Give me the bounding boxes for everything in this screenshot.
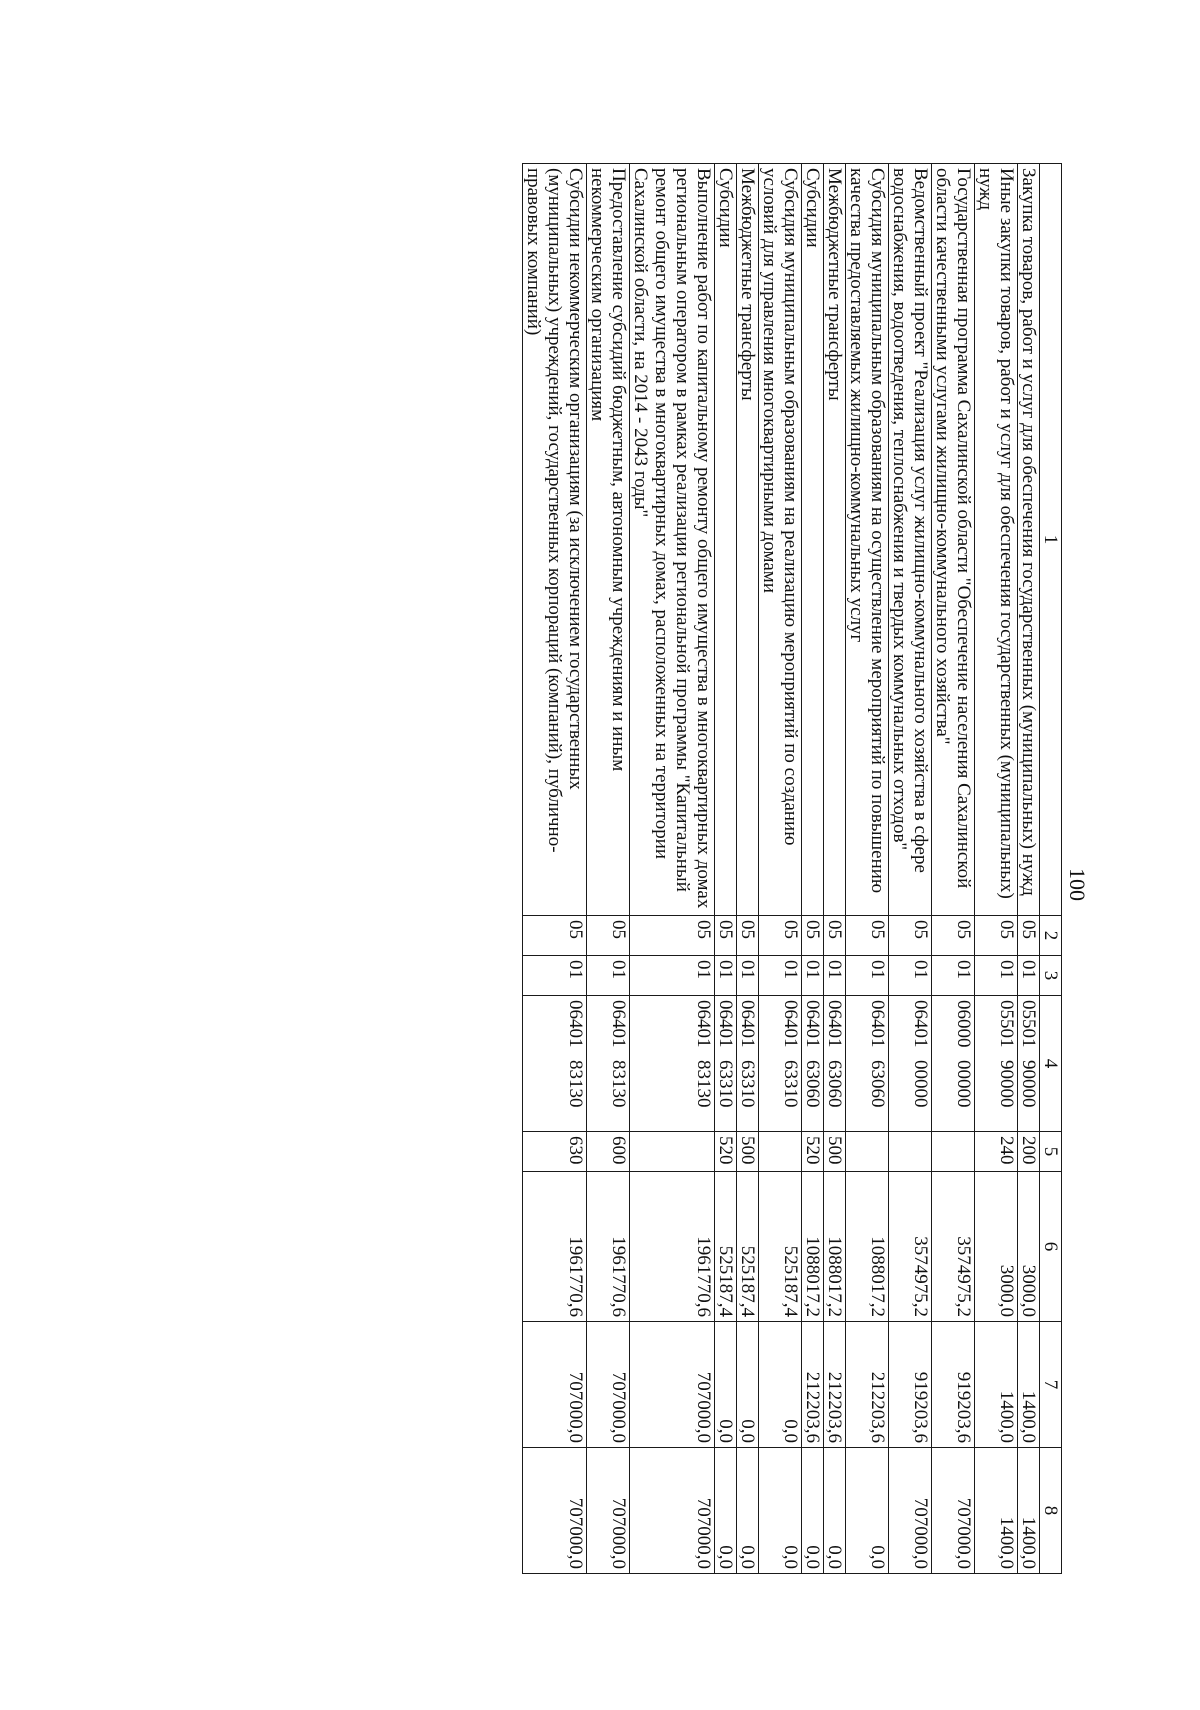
table-row — [846, 164, 889, 1574]
column-header: 6 — [1040, 1172, 1062, 1322]
section-code: 05 — [846, 916, 889, 956]
target-article-code — [630, 996, 715, 1132]
amount-column-7: 919203,6 — [932, 1322, 975, 1448]
target-article-code — [975, 996, 1018, 1132]
amount-column-6: 3000,0 — [975, 1172, 1018, 1322]
row-name: Субсидии — [715, 164, 737, 916]
target-code-program: 06401 — [824, 1000, 845, 1048]
amount-column-8: 707000,0 — [932, 1448, 975, 1574]
target-code-direction: 63310 — [737, 1060, 758, 1108]
amount-column-6: 3574975,2 — [889, 1172, 932, 1322]
amount-column-8: 0,0 — [824, 1448, 846, 1574]
amount-column-7: 212203,6 — [802, 1322, 824, 1448]
amount-column-8: 0,0 — [802, 1448, 824, 1574]
target-code-direction: 83130 — [608, 1060, 629, 1108]
target-code-program: 06401 — [715, 1000, 736, 1048]
target-code-direction: 00000 — [953, 1060, 974, 1108]
row-name: Межбюджетные трансферты — [824, 164, 846, 916]
subsection-code: 01 — [846, 956, 889, 996]
subsection-code: 01 — [932, 956, 975, 996]
section-code: 05 — [737, 916, 759, 956]
subsection-code: 01 — [759, 956, 802, 996]
expense-type-code: 500 — [737, 1132, 759, 1172]
target-code-program: 06401 — [910, 1000, 931, 1048]
table-row — [975, 164, 1018, 1574]
amount-column-6: 525187,4 — [737, 1172, 759, 1322]
section-code: 05 — [759, 916, 802, 956]
section-code: 05 — [715, 916, 737, 956]
row-name: Государственная программа Сахалинской области "Обеспечение населения Сахалинской области качественными услугами жилищно-коммунального хозяйства" — [932, 164, 975, 916]
target-code-direction: 00000 — [910, 1060, 931, 1108]
amount-column-6: 3000,0 — [1018, 1172, 1040, 1322]
amount-column-7: 0,0 — [759, 1322, 802, 1448]
page-number: 100 — [1065, 868, 1090, 901]
amount-column-7: 1400,0 — [975, 1322, 1018, 1448]
target-code-direction: 83130 — [565, 1060, 586, 1108]
target-article-code — [1018, 996, 1040, 1132]
section-code: 05 — [932, 916, 975, 956]
table-row — [824, 164, 846, 1574]
amount-column-7: 707000,0 — [587, 1322, 630, 1448]
subsection-code: 01 — [715, 956, 737, 996]
amount-column-6: 1088017,2 — [846, 1172, 889, 1322]
section-code: 05 — [824, 916, 846, 956]
amount-column-8: 0,0 — [715, 1448, 737, 1574]
expense-type-code — [630, 1132, 715, 1172]
amount-column-7: 707000,0 — [630, 1322, 715, 1448]
target-code-direction: 63310 — [780, 1060, 801, 1108]
amount-column-6: 3574975,2 — [932, 1172, 975, 1322]
column-header: 4 — [1040, 996, 1062, 1132]
target-code-direction: 90000 — [1018, 1060, 1039, 1108]
target-code-program: 06000 — [953, 1000, 974, 1048]
expense-type-code: 520 — [715, 1132, 737, 1172]
amount-column-6: 1961770,6 — [523, 1172, 587, 1322]
expense-type-code — [759, 1132, 802, 1172]
subsection-code: 01 — [889, 956, 932, 996]
amount-column-7: 1400,0 — [1018, 1322, 1040, 1448]
subsection-code: 01 — [523, 956, 587, 996]
target-code-program: 06401 — [737, 1000, 758, 1048]
amount-column-8: 1400,0 — [975, 1448, 1018, 1574]
row-name: Закупка товаров, работ и услуг для обеспечения государственных (муниципальных) нужд — [1018, 164, 1040, 916]
target-code-program: 06401 — [565, 1000, 586, 1048]
expense-type-code — [889, 1132, 932, 1172]
target-article-code — [523, 996, 587, 1132]
expense-type-code: 630 — [523, 1132, 587, 1172]
table-row — [1018, 164, 1040, 1574]
table-container — [522, 163, 1062, 1573]
expense-type-code: 600 — [587, 1132, 630, 1172]
amount-column-6: 1961770,6 — [630, 1172, 715, 1322]
column-numbers-row — [1040, 164, 1062, 1574]
table-row — [737, 164, 759, 1574]
row-name: Ведомственный проект "Реализация услуг жилищно-коммунального хозяйства в сфере водоснабжения, водоотведения, теплоснабжения и твердых коммунальных отходов" — [889, 164, 932, 916]
amount-column-8: 1400,0 — [1018, 1448, 1040, 1574]
row-name: Иные закупки товаров, работ и услуг для обеспечения государственных (муниципальных) нужд — [975, 164, 1018, 916]
section-code: 05 — [587, 916, 630, 956]
table-row — [587, 164, 630, 1574]
section-code: 05 — [630, 916, 715, 956]
amount-column-8: 0,0 — [737, 1448, 759, 1574]
expense-type-code: 200 — [1018, 1132, 1040, 1172]
target-article-code — [932, 996, 975, 1132]
subsection-code: 01 — [824, 956, 846, 996]
target-code-program: 06401 — [802, 1000, 823, 1048]
section-code: 05 — [802, 916, 824, 956]
table-row — [932, 164, 975, 1574]
target-article-code — [802, 996, 824, 1132]
target-code-program: 05501 — [1018, 1000, 1039, 1048]
amount-column-8: 0,0 — [846, 1448, 889, 1574]
row-name: Субсидия муниципальным образованиям на осуществление мероприятий по повышению качества предоставляемых жилищно-коммунальных услуг — [846, 164, 889, 916]
target-article-code — [846, 996, 889, 1132]
amount-column-8: 707000,0 — [889, 1448, 932, 1574]
subsection-code: 01 — [630, 956, 715, 996]
table-row — [759, 164, 802, 1574]
column-header: 8 — [1040, 1448, 1062, 1574]
expense-type-code: 520 — [802, 1132, 824, 1172]
amount-column-8: 707000,0 — [523, 1448, 587, 1574]
target-article-code — [587, 996, 630, 1132]
table-row — [630, 164, 715, 1574]
subsection-code: 01 — [802, 956, 824, 996]
subsection-code: 01 — [1018, 956, 1040, 996]
target-code-direction: 63310 — [715, 1060, 736, 1108]
row-name: Субсидии некоммерческим организациям (за исключением государственных (муниципальных) учреждений, государственных корпораций (компаний), публично-правовых компаний) — [523, 164, 587, 916]
amount-column-6: 1961770,6 — [587, 1172, 630, 1322]
row-name: Предоставление субсидий бюджетным, автономным учреждениям и иным некоммерческим организациям — [587, 164, 630, 916]
amount-column-6: 525187,4 — [715, 1172, 737, 1322]
target-article-code — [889, 996, 932, 1132]
budget-table — [522, 163, 1062, 1574]
table-body — [523, 164, 1040, 1574]
subsection-code: 01 — [975, 956, 1018, 996]
expense-type-code: 500 — [824, 1132, 846, 1172]
column-header: 1 — [1040, 164, 1062, 916]
target-article-code — [737, 996, 759, 1132]
target-code-program: 06401 — [608, 1000, 629, 1048]
target-code-direction: 63060 — [802, 1060, 823, 1108]
table-row — [523, 164, 587, 1574]
row-name: Субсидии — [802, 164, 824, 916]
expense-type-code — [932, 1132, 975, 1172]
target-article-code — [759, 996, 802, 1132]
section-code: 05 — [975, 916, 1018, 956]
amount-column-7: 919203,6 — [889, 1322, 932, 1448]
amount-column-6: 1088017,2 — [824, 1172, 846, 1322]
amount-column-7: 0,0 — [737, 1322, 759, 1448]
column-header: 5 — [1040, 1132, 1062, 1172]
column-header: 7 — [1040, 1322, 1062, 1448]
column-header: 2 — [1040, 916, 1062, 956]
target-code-program: 06401 — [780, 1000, 801, 1048]
amount-column-8: 707000,0 — [587, 1448, 630, 1574]
amount-column-6: 1088017,2 — [802, 1172, 824, 1322]
table-row — [802, 164, 824, 1574]
target-code-program: 06401 — [693, 1000, 714, 1048]
target-code-program: 05501 — [996, 1000, 1017, 1048]
row-name: Субсидия муниципальным образованиям на реализацию мероприятий по созданию условий для управления многоквартирными домами — [759, 164, 802, 916]
target-code-program: 06401 — [867, 1000, 888, 1048]
amount-column-8: 707000,0 — [630, 1448, 715, 1574]
target-article-code — [824, 996, 846, 1132]
target-code-direction: 63060 — [824, 1060, 845, 1108]
amount-column-7: 707000,0 — [523, 1322, 587, 1448]
expense-type-code — [846, 1132, 889, 1172]
section-code: 05 — [889, 916, 932, 956]
column-header: 3 — [1040, 956, 1062, 996]
table-row — [715, 164, 737, 1574]
target-article-code — [715, 996, 737, 1132]
subsection-code: 01 — [587, 956, 630, 996]
section-code: 05 — [523, 916, 587, 956]
target-code-direction: 63060 — [867, 1060, 888, 1108]
subsection-code: 01 — [737, 956, 759, 996]
amount-column-7: 212203,6 — [824, 1322, 846, 1448]
target-code-direction: 90000 — [996, 1060, 1017, 1108]
amount-column-8: 0,0 — [759, 1448, 802, 1574]
row-name: Выполнение работ по капитальному ремонту общего имущества в многоквартирных домах региональным оператором в рамках реализации региональной программы "Капитальный ремонт общего имущества в многоквартирных домах, расположенных на территории Сахалинской области, на 2014 - 2043 годы" — [630, 164, 715, 916]
row-name: Межбюджетные трансферты — [737, 164, 759, 916]
amount-column-6: 525187,4 — [759, 1172, 802, 1322]
target-code-direction: 83130 — [693, 1060, 714, 1108]
amount-column-7: 0,0 — [715, 1322, 737, 1448]
table-row — [889, 164, 932, 1574]
expense-type-code: 240 — [975, 1132, 1018, 1172]
amount-column-7: 212203,6 — [846, 1322, 889, 1448]
section-code: 05 — [1018, 916, 1040, 956]
